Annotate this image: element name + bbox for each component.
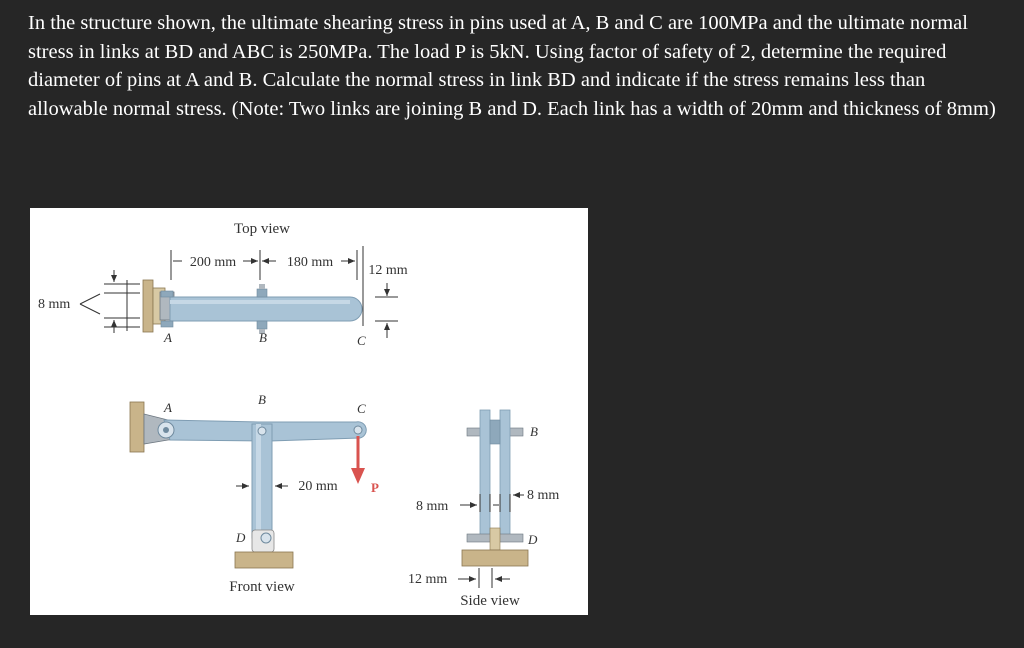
structure-figure — [30, 208, 588, 615]
label-b-top: B — [259, 330, 267, 345]
side-view-title: Side view — [460, 593, 520, 609]
label-c-top: C — [357, 333, 366, 348]
dim-12mm-top: 12 mm — [368, 263, 408, 278]
label-b-side: B — [530, 424, 538, 439]
label-p: P — [371, 480, 379, 495]
top-view-title: Top view — [233, 221, 291, 237]
dim-180mm: 180 mm — [286, 255, 334, 270]
label-b-front: B — [258, 392, 266, 407]
label-a-top: A — [164, 330, 172, 345]
front-view-title: Front view — [229, 579, 295, 595]
label-a-front: A — [164, 400, 172, 415]
dim-20mm: 20 mm — [298, 479, 338, 494]
dim-12mm-side: 12 mm — [408, 572, 448, 587]
dim-8mm-right: 8 mm — [527, 488, 560, 503]
top-view — [38, 221, 408, 348]
problem-statement: In the structure shown, the ultimate shearing stress in pins used at A, B and C are 100MPa and the ultimate normal stress in links at BD and ABC is 250MPa. The load P is 5kN. Using factor of safety of 2, determine the required diameter of pins at A and B. Calculate the normal stress in link BD and indicate if the stress remains less than allowable normal stress. (Note: Two links are joining B and D. Each link has a width of 20mm and thickness of 8mm) — [28, 12, 996, 120]
label-d-side: D — [528, 532, 538, 547]
label-d-front: D — [236, 530, 246, 545]
dim-200mm: 200 mm — [189, 255, 237, 270]
side-view — [408, 410, 559, 609]
dim-8mm-top: 8 mm — [38, 297, 71, 312]
dim-8mm-left: 8 mm — [416, 499, 449, 514]
label-c-front: C — [357, 401, 366, 416]
figure-drawing — [30, 208, 588, 615]
front-view — [130, 392, 379, 595]
